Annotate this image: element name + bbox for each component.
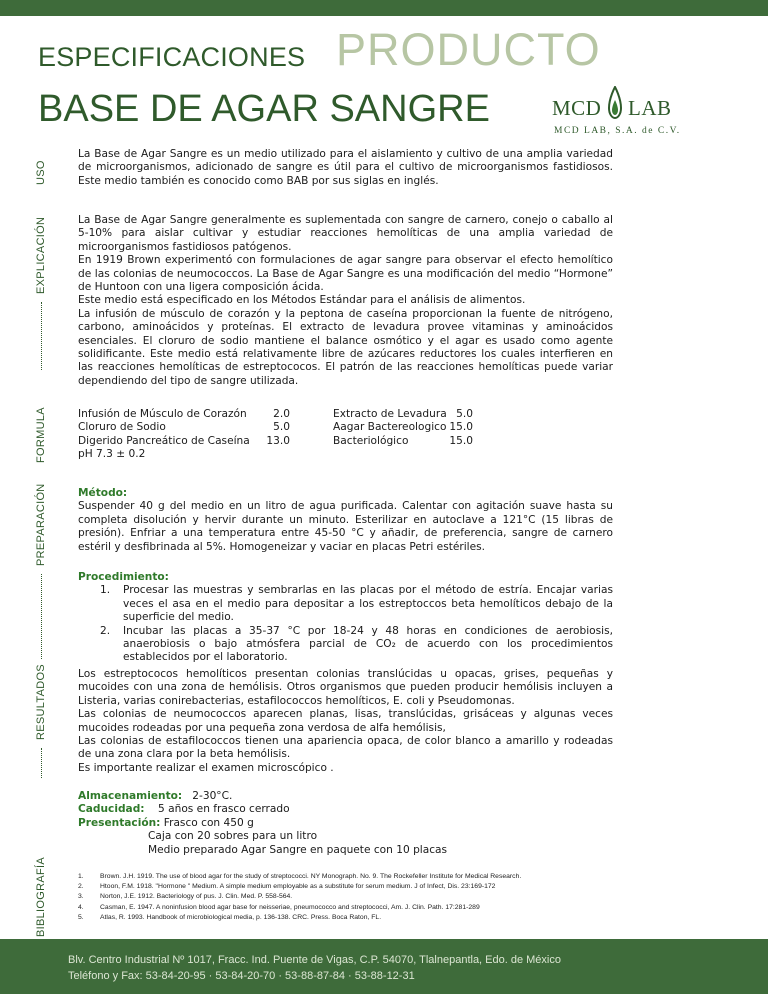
dotted-divider (41, 748, 42, 778)
presentacion-extra: Medio preparado Agar Sangre en paquete con 10 placas (148, 843, 448, 856)
dotted-divider (41, 302, 42, 370)
explicacion-paragraph: La Base de Agar Sangre generalmente es suplementada con sangre de carnero, conejo o caballo al 5-10% para aislar cultivar y estudiar reacciones hemolíticas de una amplia variedad de microorganismos fastidiosos patógenos. (78, 214, 613, 253)
list-item: 5. Atlas, R. 1993. Handbook of microbiological media, p. 136-138. CRC. Press. Boca Raton, FL. (78, 913, 382, 921)
list-item: 2. Incubar las placas a 35-37 °C por 18-24 y 48 horas en condiciones de aerobiosis, anaerobiosis o bajo atmósfera parcial de CO₂ de acuerdo con los procedimientos establecidos por el laboratorio. (100, 624, 613, 664)
explicacion-section (78, 214, 613, 388)
list-item: 1. Brown. J.H. 1919. The use of blood agar for the study of streptococci. NY Monograph. No. 9. The Rockefeller Institute for Medical Research. (78, 873, 522, 880)
logo-word-lab: LAB (628, 96, 672, 120)
formula-row: Bacteriológico 15.0 (333, 434, 473, 447)
producto-watermark: PRODUCTO (336, 24, 601, 75)
explicacion-paragraph: En 1919 Brown experimentó con formulaciones de agar sangre para observar el efecto hemolítico de las colonias de neumococcos. La Base de Agar Sangre es una modificación del medio “Hormone” de Huntoon con una ligera composición ácida. (78, 254, 613, 294)
formula-right-column (333, 408, 473, 448)
resultados-paragraph: Es importante realizar el examen microscópico . (78, 761, 334, 774)
side-label-formula: FORMULA (35, 407, 47, 463)
formula-row: Digerido Pancreático de Caseína 13.0 (78, 434, 290, 447)
list-item: 2. Htoon, F.M. 1918. "Hormone " Medium. A simple medium employable as a substitute for serum medium. J of Infect, Dis. 23:169-172 (78, 883, 496, 891)
footer-address: Blv. Centro Industrial Nº 1017, Fracc. Ind. Puente de Vigas, C.P. 54070, Tlalnepantla, Edo. de México (68, 954, 561, 966)
top-bar (0, 0, 768, 16)
resultados-paragraph: Las colonias de neumococcos aparecen planas, lisas, translúcidas, grisáceas y algunas veces mucoides rodeadas por una pequeña zona verdosa de alfa hemólisis, (78, 708, 613, 734)
list-item: 1. Procesar las muestras y sembrarlas en las placas por el método de estría. Encajar varias veces el asa en el medio para depositar a los estreptoccos beta hemolíticos debajo de la superficie del medio. (100, 584, 613, 624)
logo-subtitle: MCD LAB, S.A. de C.V. (554, 126, 681, 136)
footer-bar (0, 939, 768, 994)
explicacion-paragraph: Este medio está especificado en los Métodos Estándar para el análisis de alimentos. (78, 294, 526, 307)
bibliografia-list (78, 872, 521, 923)
footer-phone: Teléfono y Fax: 53-84-20-95 · 53-84-20-70 · 53-88-87-84 · 53-88-12-31 (68, 970, 415, 982)
presentacion-row: Presentación: Frasco con 450 g (78, 816, 254, 829)
almacenamiento-row: Almacenamiento: 2-30°C. (78, 790, 233, 802)
metodo-paragraph: Suspender 40 g del medio en un litro de agua purificada. Calentar con agitación suave hasta su completa disolución y hervir durante un minuto. Esterilizar en autoclave a 121°C (15 libras de presión). Enfriar a una temperatura entre 45-50 °C y añadir, de preferencia, sangre de carnero estéril y desfibrinada al 5%. Homogeneizar y vaciar en placas Petri estériles. (78, 500, 613, 553)
formula-row: Aagar Bactereologico 15.0 (333, 421, 473, 434)
resultados-section (78, 668, 613, 775)
list-item: 3. Norton, J.E. 1912. Bacteriology of pus. J. Clin. Med. P. 558-564. (78, 893, 293, 901)
metodo-heading: Método: (78, 487, 128, 499)
side-label-preparacion: PREPARACIÓN (35, 484, 49, 659)
preparacion-section (78, 487, 613, 665)
side-label-resultados: RESULTADOS (35, 668, 49, 778)
side-label-bibliografia: BIBLIOGRAFÍA (35, 856, 47, 937)
formula-row: Cloruro de Sodio 5.0 (78, 421, 290, 434)
procedimiento-heading: Procedimiento: (78, 571, 169, 584)
formula-row: Extracto de Levadura 5.0 (333, 408, 473, 420)
formula-row: pH 7.3 ± 0.2 (78, 448, 146, 461)
resultados-paragraph: Los estreptococos hemolíticos presentan colonias translúcidas u opacas, grises, pequeñas y mucoides con una zona de hemólisis. Otros organismos que pueden producir hemólisis incluyen a Listeria, varias conirebacterias, estafilococcos hemolíticos, E. coli y Pseudomonas. (78, 668, 613, 707)
list-item: 4. Casman, E. 1947. A noninfusion blood agar base for neisseriae, pneumococco and streptococci, Am. J. Clin. Path. 17:281-289 (78, 903, 480, 911)
formula-row: Infusión de Músculo de Corazón 2.0 (78, 408, 290, 420)
explicacion-paragraph: La infusión de músculo de corazón y la peptona de caseína proporcionan la fuente de nitrógeno, carbono, aminoácidos y proteínas. El extracto de levadura provee vitaminas y aminoácidos esenciales. El cloruro de sodio mantiene el balance osmótico y el agar es usado como agente solidificante. Este medio está relativamente libre de azúcares reductores los cuales interfieren en las reacciones hemolíticas de estreptococos. El patrón de las reacciones hemolíticas puede variar dependiendo del tipo de sangre utilizada. (78, 307, 613, 387)
mcd-lab-logo (548, 84, 681, 136)
formula-left-column (78, 408, 290, 462)
especificaciones-heading: ESPECIFICACIONES (38, 42, 306, 72)
side-label-uso: USO (35, 160, 47, 185)
side-label-explicacion: EXPLICACIÓN (35, 210, 49, 370)
dotted-divider (41, 574, 42, 659)
flask-icon (606, 86, 624, 120)
resultados-paragraph: Las colonias de estafilococcos tienen una apariencia opaca, de color blanco a amarillo y rodeadas de una zona clara por la beta hemólisis. (78, 735, 613, 761)
logo-word-mcd: MCD (552, 96, 602, 120)
procedimiento-list (78, 584, 613, 664)
uso-paragraph: La Base de Agar Sangre es un medio utilizado para el aislamiento y cultivo de una amplia variedad de microorganismos, adicionado de sangre es útil para el cultivo de microorganismos fastidiosos. Este medio también es conocido como BAB por sus siglas en inglés. (78, 148, 613, 187)
storage-section (78, 790, 447, 857)
presentacion-extra: Caja con 20 sobres para un litro (148, 830, 318, 843)
page-title: BASE DE AGAR SANGRE (38, 88, 490, 130)
caducidad-row: Caducidad: 5 años en frasco cerrado (78, 803, 290, 816)
